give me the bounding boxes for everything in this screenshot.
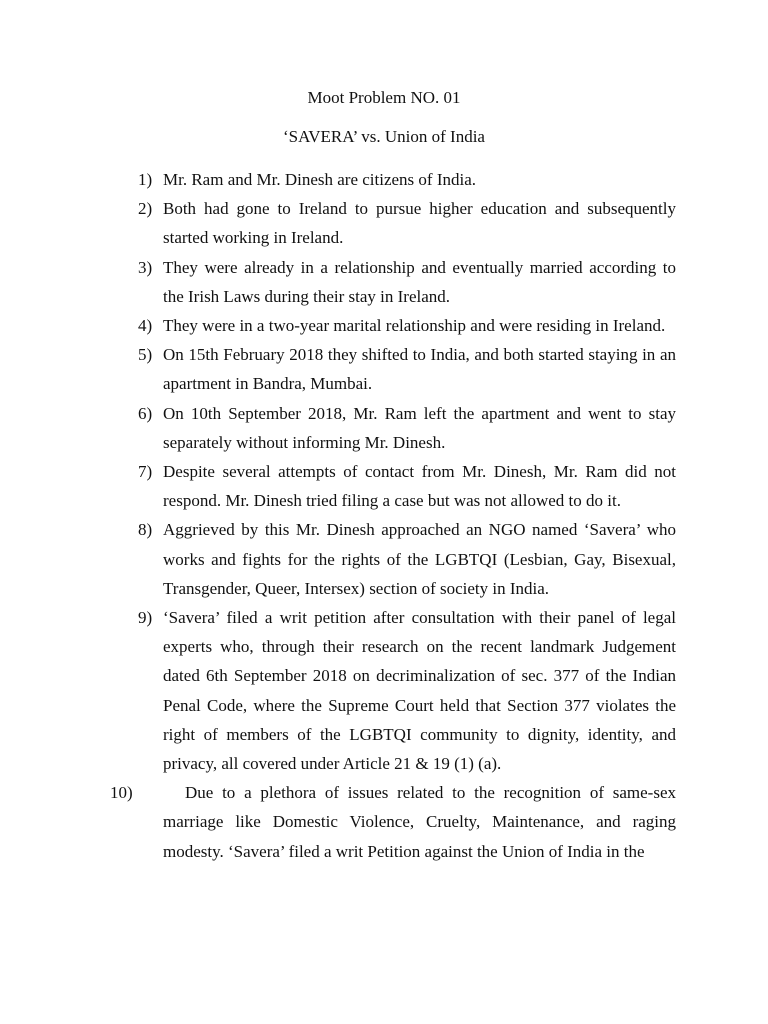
list-item bbox=[138, 253, 676, 311]
list-item bbox=[138, 194, 676, 252]
list-item-number: 9) bbox=[138, 608, 153, 628]
list-item bbox=[138, 457, 676, 515]
list-item-text: ‘Savera’ filed a writ petition after consultation with their panel of legal experts who, through their research on the recent landmark Judgement dated 6th September 2018 on decriminalization of sec. 377 of the Indian Penal Code, where the Supreme Court held that Section 377 violates the right of members of the LGBTQI community to dignity, identity, and privacy, all covered under Article 21 & 19 (1) (a). bbox=[163, 608, 676, 774]
list-item-text: On 10th September 2018, Mr. Ram left the apartment and went to stay separately without informing Mr. Dinesh. bbox=[163, 403, 676, 452]
page-title: Moot Problem NO. 01 bbox=[307, 88, 461, 107]
list-item-text: Despite several attempts of contact from Mr. Dinesh, Mr. Ram did not respond. Mr. Dinesh tried filing a case but was not allowed to do it. bbox=[163, 462, 676, 511]
list-item-number: 10) bbox=[110, 783, 133, 803]
list-item-number: 6) bbox=[138, 403, 153, 423]
list-item bbox=[138, 399, 676, 457]
list-item bbox=[138, 515, 676, 603]
list-item bbox=[138, 340, 676, 398]
list-item bbox=[138, 603, 676, 778]
list-item-text: Mr. Ram and Mr. Dinesh are citizens of India. bbox=[163, 170, 477, 189]
case-title: ‘SAVERA’ vs. Union of India bbox=[283, 127, 485, 146]
list-item-number: 4) bbox=[138, 316, 153, 336]
list-item-number: 7) bbox=[138, 462, 153, 482]
list-item-text: They were in a two-year marital relationship and were residing in Ireland. bbox=[163, 316, 666, 336]
list-item-text: On 15th February 2018 they shifted to India, and both started staying in an apartment in Bandra, Mumbai. bbox=[163, 345, 676, 394]
list-item bbox=[138, 311, 676, 340]
list-item bbox=[110, 778, 676, 866]
list-item-number: 3) bbox=[138, 257, 153, 277]
list-item-text: They were already in a relationship and eventually married according to the Irish Laws during their stay in Ireland. bbox=[163, 257, 676, 306]
list-item-number: 5) bbox=[138, 345, 153, 365]
list-item-number: 8) bbox=[138, 520, 153, 540]
list-item-number: 1) bbox=[138, 170, 153, 189]
list-item-number: 2) bbox=[138, 199, 153, 219]
list-item-text: Aggrieved by this Mr. Dinesh approached an NGO named ‘Savera’ who works and fights for the rights of the LGBTQI (Lesbian, Gay, Bisexual, Transgender, Queer, Intersex) section of society in India. bbox=[163, 520, 676, 598]
list-item-text: Both had gone to Ireland to pursue higher education and subsequently started working in Ireland. bbox=[163, 199, 676, 248]
list-item bbox=[138, 165, 676, 194]
list-item-text: Due to a plethora of issues related to the recognition of same-sex marriage like Domestic Violence, Cruelty, Maintenance, and raging modesty. ‘Savera’ filed a writ Petition against the Union of India in the bbox=[163, 783, 676, 861]
facts-list bbox=[110, 165, 676, 866]
